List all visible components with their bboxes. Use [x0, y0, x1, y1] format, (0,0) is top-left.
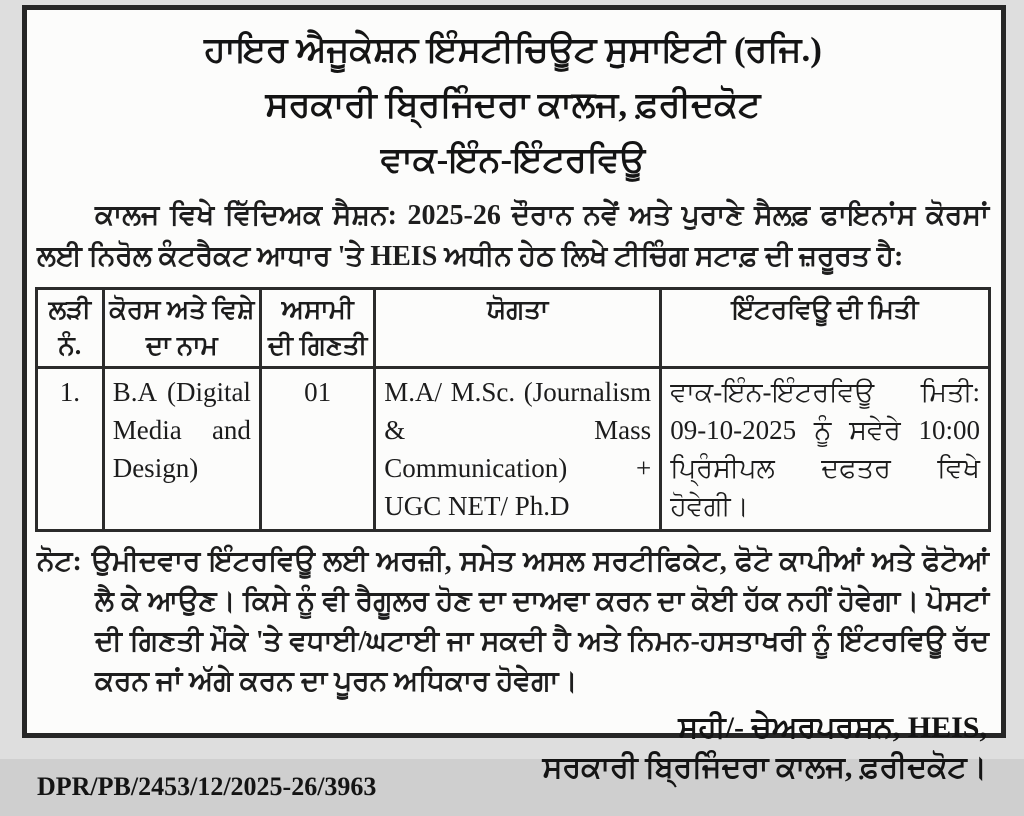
col-posts-count: ਅਸਾਮੀ ਦੀ ਗਿਣਤੀ — [260, 289, 374, 368]
intro-paragraph: ਕਾਲਜ ਵਿਖੇ ਵਿੱਦਿਅਕ ਸੈਸ਼ਨ: 2025-26 ਦੌਰਾਨ ਨਵੇਂ ਅਤੇ ਪੁਰਾਣੇ ਸੈਲਫ਼ ਫਾਇਨਾਂਸ ਕੋਰਸਾਂ ਲਈ ਨਿਰੋਲ ਕੰਟਰੈਕਟ ਆਧਾਰ 'ਤੇ HEIS ਅਧੀਨ ਹੇਠ ਲਿਖੇ ਟੀਚਿੰਗ ਸਟਾਫ਼ ਦੀ ਜ਼ਰੂਰਤ ਹੈ: — [37, 200, 989, 272]
note-text: ਉਮੀਦਵਾਰ ਇੰਟਰਵਿਊ ਲਈ ਅਰਜ਼ੀ, ਸਮੇਤ ਅਸਲ ਸਰਟੀਫਿਕੇਟ, ਫੋਟੋ ਕਾਪੀਆਂ ਅਤੇ ਫੋਟੋਆਂ ਲੈ ਕੇ ਆਉਣ। ਕਿਸੇ ਨੂੰ ਵੀ ਰੈਗੂਲਰ ਹੋਣ ਦਾ ਦਾਅਵਾ ਕਰਨ ਦਾ ਕੋਈ ਹੱਕ ਨਹੀਂ ਹੋਵੇਗਾ। ਪੋਸਟਾਂ ਦੀ ਗਿਣਤੀ ਮੌਕੇ 'ਤੇ ਵਧਾਈ/ਘਟਾਈ ਜਾ ਸਕਦੀ ਹੈ ਅਤੇ ਨਿਮਨ-ਹਸਤਾਖਰੀ ਨੂੰ ਇੰਟਰਵਿਊ ਰੱਦ ਕਰਨ ਜਾਂ ਅੱਗੇ ਕਰਨ ਦਾ ਪੂਰਨ ਅਧਿਕਾਰ ਹੋਵੇਗਾ। — [91, 546, 989, 697]
cell-posts-count: 01 — [260, 368, 374, 531]
notice-header — [35, 22, 991, 187]
notice-footer — [35, 708, 991, 816]
signature-college: ਸਰਕਾਰੀ ਬ੍ਰਿਜਿੰਦਰਾ ਕਾਲਜ, ਫ਼ਰੀਦਕੋਟ। — [542, 751, 987, 784]
cell-interview-date: ਵਾਕ-ਇੰਨ-ਇੰਟਰਵਿਊ ਮਿਤੀ: 09-10-2025 ਨੂੰ ਸਵੇਰੇ 10:00 ਪ੍ਰਿੰਸੀਪਲ ਦਫਤਰ ਵਿਖੇ ਹੋਵੇਗੀ। — [661, 368, 990, 531]
dpr-reference-number: DPR/PB/2453/12/2025-26/3963 — [37, 772, 377, 801]
walk-in-interview-title: ਵਾਕ-ਇੰਨ-ਇੰਟਰਵਿਊ — [380, 140, 646, 179]
college-name: ਸਰਕਾਰੀ ਬ੍ਰਿਜਿੰਦਰਾ ਕਾਲਜ, ਫ਼ਰੀਦਕੋਟ — [265, 85, 761, 124]
vacancy-table — [35, 287, 991, 532]
col-qualification: ਯੋਗਤਾ — [375, 289, 661, 368]
note-label: ਨੋਟ: — [37, 546, 82, 577]
cell-serial-no: 1. — [37, 368, 104, 531]
table-header-row — [37, 289, 990, 368]
cell-course-name: B.A (Digital Media and Design) — [103, 368, 260, 531]
society-name: ਹਾਇਰ ਐਜੂਕੇਸ਼ਨ ਇੰਸਟੀਚਿਊਟ ਸੁਸਾਇਟੀ (ਰਜਿ.) — [204, 30, 822, 69]
col-course-name: ਕੋਰਸ ਅਤੇ ਵਿਸ਼ੇ ਦਾ ਨਾਮ — [103, 289, 260, 368]
table-row — [37, 368, 990, 531]
col-interview-date: ਇੰਟਰਵਿਊ ਦੀ ਮਿਤੀ — [661, 289, 990, 368]
cell-qualification: M.A/ M.Sc. (Journalism & Mass Communication) + UGC NET/ Ph.D — [375, 368, 661, 531]
signature-chairperson: ਸਹੀ/- ਚੇਅਰਪਰਸਨ, HEIS, — [678, 711, 987, 744]
notice-frame — [22, 5, 1006, 801]
note-paragraph — [37, 542, 989, 702]
col-serial-no: ਲੜੀ ਨੰ. — [37, 289, 104, 368]
